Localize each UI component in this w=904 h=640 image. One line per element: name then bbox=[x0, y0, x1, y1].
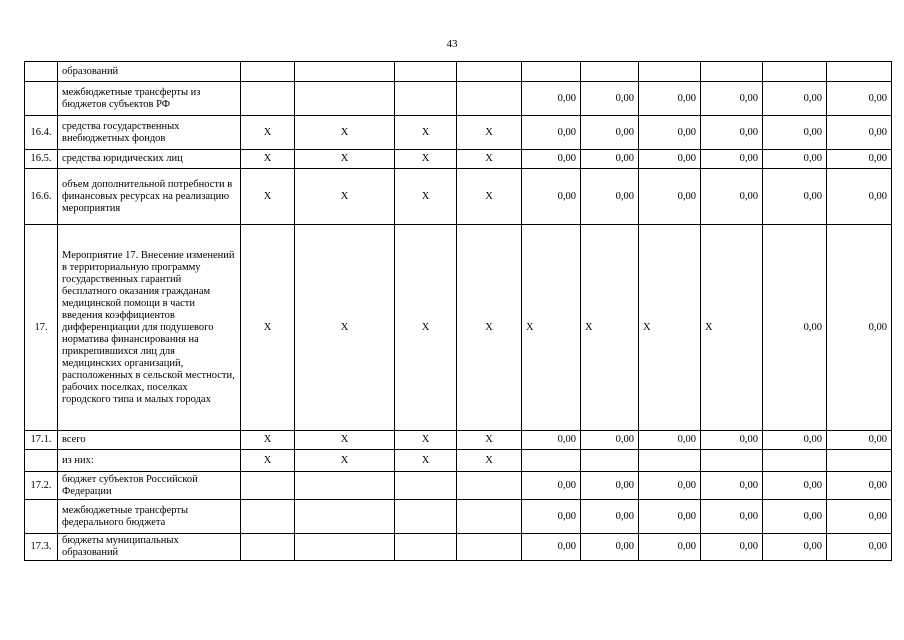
marker-cell: X bbox=[457, 450, 522, 472]
value-cell: X bbox=[522, 225, 581, 431]
value-cell: 0,00 bbox=[581, 150, 639, 169]
marker-cell: X bbox=[395, 431, 457, 450]
row-number-cell: 16.6. bbox=[25, 169, 58, 225]
marker-cell: X bbox=[241, 431, 295, 450]
value-cell bbox=[581, 62, 639, 82]
value-cell: 0,00 bbox=[763, 500, 827, 534]
row-name-cell: Мероприятие 17. Внесение изменений в территориальную программу государственных гарантий бесплатного оказания гражданам медицинской помощи в части введения коэффициентов дифференциации для подушевого норматива финансирования на прикрепившихся лиц для медицинских организаций, расположенных в сельской местности, рабочих поселках, поселках городского типа и малых городах bbox=[58, 225, 241, 431]
value-cell: 0,00 bbox=[522, 431, 581, 450]
table-row bbox=[25, 500, 892, 534]
value-cell bbox=[522, 450, 581, 472]
marker-cell bbox=[395, 534, 457, 561]
row-name-cell: бюджеты муниципальных образований bbox=[58, 534, 241, 561]
value-cell: 0,00 bbox=[701, 534, 763, 561]
value-cell: 0,00 bbox=[639, 431, 701, 450]
row-number-cell: 17.3. bbox=[25, 534, 58, 561]
value-cell: 0,00 bbox=[827, 500, 892, 534]
value-cell bbox=[639, 62, 701, 82]
value-cell: 0,00 bbox=[581, 472, 639, 500]
value-cell: 0,00 bbox=[701, 431, 763, 450]
marker-cell bbox=[295, 82, 395, 116]
value-cell: 0,00 bbox=[763, 82, 827, 116]
marker-cell: X bbox=[295, 150, 395, 169]
marker-cell bbox=[395, 472, 457, 500]
marker-cell bbox=[241, 500, 295, 534]
value-cell: 0,00 bbox=[581, 500, 639, 534]
marker-cell: X bbox=[241, 116, 295, 150]
value-cell: 0,00 bbox=[581, 534, 639, 561]
marker-cell: X bbox=[295, 225, 395, 431]
marker-cell: X bbox=[241, 150, 295, 169]
value-cell bbox=[639, 450, 701, 472]
value-cell: 0,00 bbox=[522, 169, 581, 225]
table-row bbox=[25, 169, 892, 225]
value-cell bbox=[763, 450, 827, 472]
value-cell bbox=[701, 450, 763, 472]
marker-cell: X bbox=[395, 169, 457, 225]
value-cell bbox=[827, 62, 892, 82]
marker-cell bbox=[241, 62, 295, 82]
value-cell: 0,00 bbox=[522, 472, 581, 500]
table-row bbox=[25, 82, 892, 116]
value-cell: 0,00 bbox=[701, 116, 763, 150]
row-number-cell: 17.1. bbox=[25, 431, 58, 450]
marker-cell bbox=[241, 534, 295, 561]
value-cell: 0,00 bbox=[581, 116, 639, 150]
marker-cell: X bbox=[295, 450, 395, 472]
value-cell: 0,00 bbox=[827, 116, 892, 150]
marker-cell bbox=[295, 500, 395, 534]
marker-cell: X bbox=[241, 169, 295, 225]
table-row bbox=[25, 116, 892, 150]
marker-cell: X bbox=[395, 150, 457, 169]
value-cell: 0,00 bbox=[639, 116, 701, 150]
value-cell bbox=[763, 62, 827, 82]
table-row bbox=[25, 450, 892, 472]
value-cell: X bbox=[639, 225, 701, 431]
value-cell: 0,00 bbox=[639, 150, 701, 169]
marker-cell bbox=[295, 534, 395, 561]
value-cell: 0,00 bbox=[763, 431, 827, 450]
marker-cell bbox=[457, 62, 522, 82]
value-cell: 0,00 bbox=[522, 116, 581, 150]
value-cell: X bbox=[581, 225, 639, 431]
marker-cell: X bbox=[295, 116, 395, 150]
row-number-cell bbox=[25, 450, 58, 472]
value-cell: 0,00 bbox=[827, 169, 892, 225]
row-number-cell: 16.5. bbox=[25, 150, 58, 169]
marker-cell: X bbox=[457, 169, 522, 225]
value-cell: 0,00 bbox=[827, 150, 892, 169]
value-cell: 0,00 bbox=[639, 472, 701, 500]
marker-cell bbox=[457, 472, 522, 500]
table-row bbox=[25, 150, 892, 169]
value-cell: 0,00 bbox=[581, 431, 639, 450]
marker-cell bbox=[241, 472, 295, 500]
row-number-cell: 17.2. bbox=[25, 472, 58, 500]
marker-cell: X bbox=[241, 225, 295, 431]
marker-cell bbox=[295, 472, 395, 500]
marker-cell bbox=[395, 62, 457, 82]
value-cell: 0,00 bbox=[763, 472, 827, 500]
marker-cell: X bbox=[241, 450, 295, 472]
row-number-cell: 17. bbox=[25, 225, 58, 431]
value-cell: 0,00 bbox=[522, 82, 581, 116]
row-number-cell: 16.4. bbox=[25, 116, 58, 150]
row-name-cell: межбюджетные трансферты из бюджетов субъектов РФ bbox=[58, 82, 241, 116]
value-cell: 0,00 bbox=[763, 116, 827, 150]
row-number-cell bbox=[25, 62, 58, 82]
value-cell: X bbox=[701, 225, 763, 431]
row-name-cell: образований bbox=[58, 62, 241, 82]
marker-cell bbox=[395, 500, 457, 534]
value-cell: 0,00 bbox=[581, 169, 639, 225]
marker-cell bbox=[395, 82, 457, 116]
value-cell: 0,00 bbox=[701, 150, 763, 169]
value-cell: 0,00 bbox=[522, 150, 581, 169]
value-cell: 0,00 bbox=[522, 500, 581, 534]
value-cell: 0,00 bbox=[827, 472, 892, 500]
value-cell: 0,00 bbox=[522, 534, 581, 561]
marker-cell bbox=[457, 500, 522, 534]
marker-cell: X bbox=[395, 450, 457, 472]
value-cell: 0,00 bbox=[701, 169, 763, 225]
value-cell: 0,00 bbox=[701, 500, 763, 534]
value-cell: 0,00 bbox=[639, 500, 701, 534]
value-cell: 0,00 bbox=[639, 82, 701, 116]
table-row bbox=[25, 225, 892, 431]
table-body bbox=[25, 62, 892, 561]
row-name-cell: из них: bbox=[58, 450, 241, 472]
table-row bbox=[25, 431, 892, 450]
value-cell bbox=[581, 450, 639, 472]
marker-cell: X bbox=[395, 116, 457, 150]
row-name-cell: средства юридических лиц bbox=[58, 150, 241, 169]
marker-cell bbox=[457, 82, 522, 116]
row-number-cell bbox=[25, 500, 58, 534]
value-cell: 0,00 bbox=[827, 225, 892, 431]
value-cell: 0,00 bbox=[701, 472, 763, 500]
row-number-cell bbox=[25, 82, 58, 116]
row-name-cell: средства государственных внебюджетных фондов bbox=[58, 116, 241, 150]
table-row bbox=[25, 62, 892, 82]
row-name-cell: межбюджетные трансферты федерального бюджета bbox=[58, 500, 241, 534]
value-cell: 0,00 bbox=[763, 169, 827, 225]
table-row bbox=[25, 472, 892, 500]
value-cell bbox=[522, 62, 581, 82]
value-cell: 0,00 bbox=[639, 169, 701, 225]
marker-cell bbox=[457, 534, 522, 561]
marker-cell: X bbox=[395, 225, 457, 431]
value-cell: 0,00 bbox=[581, 82, 639, 116]
value-cell: 0,00 bbox=[827, 534, 892, 561]
row-name-cell: бюджет субъектов Российской Федерации bbox=[58, 472, 241, 500]
value-cell: 0,00 bbox=[827, 431, 892, 450]
row-name-cell: объем дополнительной потребности в финансовых ресурсах на реализацию мероприятия bbox=[58, 169, 241, 225]
marker-cell: X bbox=[295, 431, 395, 450]
row-name-cell: всего bbox=[58, 431, 241, 450]
value-cell: 0,00 bbox=[827, 82, 892, 116]
value-cell bbox=[827, 450, 892, 472]
value-cell: 0,00 bbox=[639, 534, 701, 561]
value-cell: 0,00 bbox=[763, 534, 827, 561]
marker-cell: X bbox=[457, 225, 522, 431]
marker-cell bbox=[241, 82, 295, 116]
value-cell: 0,00 bbox=[701, 82, 763, 116]
marker-cell: X bbox=[295, 169, 395, 225]
marker-cell: X bbox=[457, 150, 522, 169]
marker-cell: X bbox=[457, 116, 522, 150]
budget-table bbox=[24, 61, 892, 561]
marker-cell: X bbox=[457, 431, 522, 450]
value-cell: 0,00 bbox=[763, 225, 827, 431]
page-number: 43 bbox=[446, 38, 458, 50]
value-cell bbox=[701, 62, 763, 82]
marker-cell bbox=[295, 62, 395, 82]
value-cell: 0,00 bbox=[763, 150, 827, 169]
table-row bbox=[25, 534, 892, 561]
